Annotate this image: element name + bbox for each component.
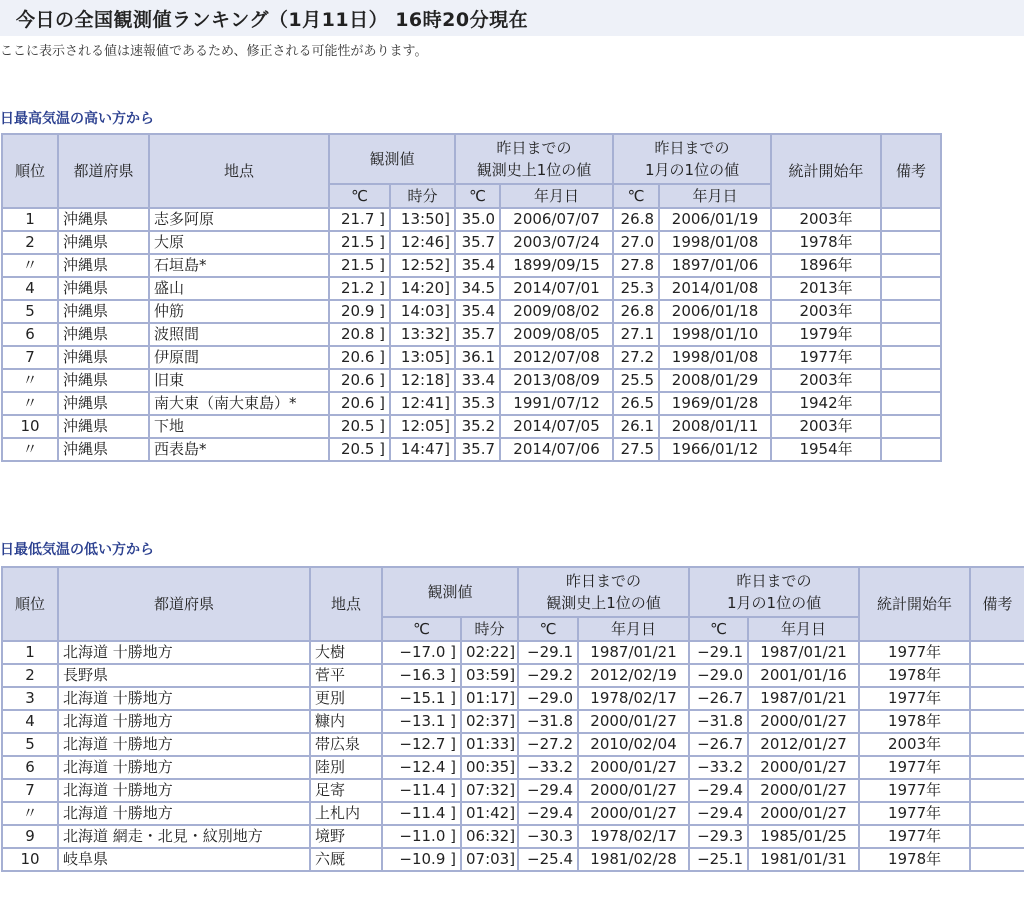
observed-value-cell: −11.4 ] bbox=[382, 779, 461, 802]
header-all-time-line1: 昨日までの bbox=[566, 572, 642, 590]
prefecture-cell: 沖縄県 bbox=[58, 415, 149, 438]
all-time-value-cell: −29.4 bbox=[518, 802, 578, 825]
observed-value-cell: 20.5 ] bbox=[329, 438, 390, 461]
place-cell: 上札内 bbox=[310, 802, 382, 825]
january-value-cell: −29.0 bbox=[689, 664, 748, 687]
low-temp-ranking-table bbox=[1, 566, 1024, 872]
remarks-cell bbox=[970, 710, 1024, 733]
header-all-time-line2: 観測史上1位の値 bbox=[546, 594, 661, 612]
header-all-time-record bbox=[455, 134, 613, 184]
header-observed-value: 観測値 bbox=[329, 134, 455, 184]
start-year-cell: 1977年 bbox=[859, 687, 970, 710]
start-year-cell: 2003年 bbox=[771, 208, 881, 231]
all-time-value-cell: 34.5 bbox=[455, 277, 500, 300]
observed-time-cell: 12:52] bbox=[390, 254, 455, 277]
observed-value-cell: 21.2 ] bbox=[329, 277, 390, 300]
observed-value-cell: −13.1 ] bbox=[382, 710, 461, 733]
rank-cell: 〃 bbox=[2, 369, 58, 392]
prefecture-cell: 沖縄県 bbox=[58, 277, 149, 300]
subheader-date: 年月日 bbox=[659, 184, 771, 208]
observed-value-cell: 21.5 ] bbox=[329, 254, 390, 277]
place-cell: 菅平 bbox=[310, 664, 382, 687]
table-row bbox=[2, 277, 941, 300]
all-time-value-cell: 35.3 bbox=[455, 392, 500, 415]
place-cell: 下地 bbox=[149, 415, 329, 438]
prefecture-cell: 沖縄県 bbox=[58, 208, 149, 231]
all-time-value-cell: 33.4 bbox=[455, 369, 500, 392]
january-value-cell: −29.3 bbox=[689, 825, 748, 848]
remarks-cell bbox=[881, 231, 941, 254]
start-year-cell: 1977年 bbox=[859, 756, 970, 779]
rank-cell: 10 bbox=[2, 415, 58, 438]
rank-cell: 〃 bbox=[2, 254, 58, 277]
observed-value-cell: 20.6 ] bbox=[329, 369, 390, 392]
prefecture-cell: 沖縄県 bbox=[58, 438, 149, 461]
all-time-value-cell: 35.7 bbox=[455, 323, 500, 346]
january-date-cell: 1897/01/06 bbox=[659, 254, 771, 277]
prefecture-cell: 沖縄県 bbox=[58, 323, 149, 346]
january-date-cell: 2006/01/18 bbox=[659, 300, 771, 323]
subheader-time: 時分 bbox=[461, 617, 518, 641]
january-value-cell: −26.7 bbox=[689, 687, 748, 710]
all-time-date-cell: 1899/09/15 bbox=[500, 254, 613, 277]
observed-time-cell: 03:59] bbox=[461, 664, 518, 687]
rank-cell: 〃 bbox=[2, 438, 58, 461]
table-row bbox=[2, 392, 941, 415]
all-time-date-cell: 2012/02/19 bbox=[578, 664, 689, 687]
prefecture-cell: 北海道 網走・北見・紋別地方 bbox=[58, 825, 310, 848]
all-time-value-cell: 35.7 bbox=[455, 438, 500, 461]
observed-time-cell: 13:50] bbox=[390, 208, 455, 231]
remarks-cell bbox=[970, 848, 1024, 871]
subheader-degree: ℃ bbox=[329, 184, 390, 208]
remarks-cell bbox=[970, 802, 1024, 825]
january-date-cell: 1987/01/21 bbox=[748, 641, 859, 664]
rank-cell: 2 bbox=[2, 231, 58, 254]
january-value-cell: 26.5 bbox=[613, 392, 659, 415]
rank-cell: 1 bbox=[2, 208, 58, 231]
rank-cell: 1 bbox=[2, 641, 58, 664]
january-date-cell: 1998/01/10 bbox=[659, 323, 771, 346]
rank-cell: 3 bbox=[2, 687, 58, 710]
prefecture-cell: 沖縄県 bbox=[58, 369, 149, 392]
prefecture-cell: 北海道 十勝地方 bbox=[58, 687, 310, 710]
start-year-cell: 1977年 bbox=[859, 825, 970, 848]
start-year-cell: 2013年 bbox=[771, 277, 881, 300]
prefecture-cell: 北海道 十勝地方 bbox=[58, 779, 310, 802]
start-year-cell: 1942年 bbox=[771, 392, 881, 415]
header-january-record bbox=[613, 134, 771, 184]
all-time-value-cell: −29.2 bbox=[518, 664, 578, 687]
table-row bbox=[2, 415, 941, 438]
rank-cell: 7 bbox=[2, 779, 58, 802]
prefecture-cell: 北海道 十勝地方 bbox=[58, 710, 310, 733]
observed-value-cell: 20.6 ] bbox=[329, 346, 390, 369]
remarks-cell bbox=[881, 300, 941, 323]
all-time-date-cell: 2014/07/05 bbox=[500, 415, 613, 438]
header-start-year: 統計開始年 bbox=[771, 134, 881, 208]
all-time-value-cell: 35.4 bbox=[455, 254, 500, 277]
subheader-date: 年月日 bbox=[500, 184, 613, 208]
observed-time-cell: 14:03] bbox=[390, 300, 455, 323]
observed-time-cell: 12:41] bbox=[390, 392, 455, 415]
all-time-value-cell: −31.8 bbox=[518, 710, 578, 733]
place-cell: 更別 bbox=[310, 687, 382, 710]
observed-value-cell: −12.7 ] bbox=[382, 733, 461, 756]
observed-value-cell: 20.8 ] bbox=[329, 323, 390, 346]
table-row bbox=[2, 323, 941, 346]
observed-time-cell: 01:33] bbox=[461, 733, 518, 756]
all-time-value-cell: −25.4 bbox=[518, 848, 578, 871]
header-remarks: 備考 bbox=[970, 567, 1024, 641]
table-row bbox=[2, 779, 1024, 802]
start-year-cell: 2003年 bbox=[771, 415, 881, 438]
header-all-time-record bbox=[518, 567, 689, 617]
observed-value-cell: −11.0 ] bbox=[382, 825, 461, 848]
observed-time-cell: 14:20] bbox=[390, 277, 455, 300]
place-cell: 境野 bbox=[310, 825, 382, 848]
observed-value-cell: −11.4 ] bbox=[382, 802, 461, 825]
all-time-date-cell: 2009/08/02 bbox=[500, 300, 613, 323]
observed-value-cell: −10.9 ] bbox=[382, 848, 461, 871]
subheader-degree: ℃ bbox=[613, 184, 659, 208]
header-january-line1: 昨日までの bbox=[736, 572, 812, 590]
january-value-cell: 27.2 bbox=[613, 346, 659, 369]
remarks-cell bbox=[881, 254, 941, 277]
table-row bbox=[2, 825, 1024, 848]
header-all-time-line2: 観測史上1位の値 bbox=[476, 161, 592, 179]
observed-value-cell: −17.0 ] bbox=[382, 641, 461, 664]
january-date-cell: 2000/01/27 bbox=[748, 710, 859, 733]
observed-time-cell: 13:32] bbox=[390, 323, 455, 346]
rank-cell: 4 bbox=[2, 710, 58, 733]
january-value-cell: 27.8 bbox=[613, 254, 659, 277]
observed-time-cell: 12:18] bbox=[390, 369, 455, 392]
place-cell: 南大東（南大東島）* bbox=[149, 392, 329, 415]
remarks-cell bbox=[970, 733, 1024, 756]
subheader-degree: ℃ bbox=[455, 184, 500, 208]
observed-time-cell: 14:47] bbox=[390, 438, 455, 461]
all-time-value-cell: −27.2 bbox=[518, 733, 578, 756]
rank-cell: 〃 bbox=[2, 802, 58, 825]
remarks-cell bbox=[881, 208, 941, 231]
table-row bbox=[2, 369, 941, 392]
place-cell: 大原 bbox=[149, 231, 329, 254]
header-january-line1: 昨日までの bbox=[654, 139, 730, 157]
january-value-cell: 25.5 bbox=[613, 369, 659, 392]
all-time-date-cell: 2012/07/08 bbox=[500, 346, 613, 369]
january-value-cell: −33.2 bbox=[689, 756, 748, 779]
january-value-cell: −31.8 bbox=[689, 710, 748, 733]
all-time-date-cell: 2013/08/09 bbox=[500, 369, 613, 392]
all-time-value-cell: −33.2 bbox=[518, 756, 578, 779]
january-date-cell: 2014/01/08 bbox=[659, 277, 771, 300]
prefecture-cell: 沖縄県 bbox=[58, 231, 149, 254]
january-value-cell: −29.4 bbox=[689, 779, 748, 802]
all-time-date-cell: 2006/07/07 bbox=[500, 208, 613, 231]
observed-value-cell: −12.4 ] bbox=[382, 756, 461, 779]
start-year-cell: 1977年 bbox=[859, 779, 970, 802]
remarks-cell bbox=[970, 687, 1024, 710]
all-time-date-cell: 2000/01/27 bbox=[578, 710, 689, 733]
table-row bbox=[2, 208, 941, 231]
remarks-cell bbox=[881, 323, 941, 346]
table-row bbox=[2, 231, 941, 254]
start-year-cell: 1977年 bbox=[771, 346, 881, 369]
observed-time-cell: 02:37] bbox=[461, 710, 518, 733]
start-year-cell: 1896年 bbox=[771, 254, 881, 277]
low-temp-section-title: 日最低気温の低い方から bbox=[0, 542, 154, 558]
subheader-time: 時分 bbox=[390, 184, 455, 208]
remarks-cell bbox=[970, 641, 1024, 664]
all-time-value-cell: 35.7 bbox=[455, 231, 500, 254]
all-time-date-cell: 2003/07/24 bbox=[500, 231, 613, 254]
start-year-cell: 1979年 bbox=[771, 323, 881, 346]
remarks-cell bbox=[881, 438, 941, 461]
prefecture-cell: 北海道 十勝地方 bbox=[58, 802, 310, 825]
january-value-cell: −26.7 bbox=[689, 733, 748, 756]
january-value-cell: 27.0 bbox=[613, 231, 659, 254]
january-value-cell: 27.1 bbox=[613, 323, 659, 346]
header-rank: 順位 bbox=[2, 567, 58, 641]
start-year-cell: 1977年 bbox=[859, 641, 970, 664]
rank-cell: 5 bbox=[2, 300, 58, 323]
start-year-cell: 1954年 bbox=[771, 438, 881, 461]
header-start-year: 統計開始年 bbox=[859, 567, 970, 641]
place-cell: 仲筋 bbox=[149, 300, 329, 323]
place-cell: 六厩 bbox=[310, 848, 382, 871]
january-value-cell: −29.1 bbox=[689, 641, 748, 664]
january-date-cell: 2008/01/29 bbox=[659, 369, 771, 392]
observed-value-cell: 20.6 ] bbox=[329, 392, 390, 415]
header-prefecture: 都道府県 bbox=[58, 567, 310, 641]
rank-cell: 2 bbox=[2, 664, 58, 687]
observed-time-cell: 12:05] bbox=[390, 415, 455, 438]
all-time-date-cell: 2014/07/01 bbox=[500, 277, 613, 300]
place-cell: 志多阿原 bbox=[149, 208, 329, 231]
place-cell: 陸別 bbox=[310, 756, 382, 779]
rank-cell: 〃 bbox=[2, 392, 58, 415]
remarks-cell bbox=[881, 369, 941, 392]
observed-time-cell: 12:46] bbox=[390, 231, 455, 254]
prefecture-cell: 北海道 十勝地方 bbox=[58, 641, 310, 664]
january-date-cell: 1981/01/31 bbox=[748, 848, 859, 871]
high-temp-section-title: 日最高気温の高い方から bbox=[0, 111, 154, 127]
prefecture-cell: 沖縄県 bbox=[58, 254, 149, 277]
observed-value-cell: 20.9 ] bbox=[329, 300, 390, 323]
header-all-time-line1: 昨日までの bbox=[496, 139, 572, 157]
all-time-value-cell: 35.2 bbox=[455, 415, 500, 438]
start-year-cell: 1978年 bbox=[771, 231, 881, 254]
place-cell: 旧東 bbox=[149, 369, 329, 392]
observed-value-cell: 21.7 ] bbox=[329, 208, 390, 231]
observed-time-cell: 07:32] bbox=[461, 779, 518, 802]
all-time-date-cell: 1978/02/17 bbox=[578, 825, 689, 848]
rank-cell: 6 bbox=[2, 323, 58, 346]
all-time-date-cell: 2000/01/27 bbox=[578, 779, 689, 802]
place-cell: 大樹 bbox=[310, 641, 382, 664]
observed-value-cell: 21.5 ] bbox=[329, 231, 390, 254]
january-value-cell: −25.1 bbox=[689, 848, 748, 871]
rank-cell: 4 bbox=[2, 277, 58, 300]
table-row bbox=[2, 687, 1024, 710]
rank-cell: 6 bbox=[2, 756, 58, 779]
start-year-cell: 1977年 bbox=[859, 802, 970, 825]
all-time-value-cell: 36.1 bbox=[455, 346, 500, 369]
all-time-value-cell: −29.4 bbox=[518, 779, 578, 802]
prefecture-cell: 北海道 十勝地方 bbox=[58, 733, 310, 756]
all-time-date-cell: 2010/02/04 bbox=[578, 733, 689, 756]
table-row bbox=[2, 254, 941, 277]
january-date-cell: 2000/01/27 bbox=[748, 802, 859, 825]
disclaimer-notice: ここに表示される値は速報値であるため、修正される可能性があります。 bbox=[0, 44, 428, 59]
rank-cell: 5 bbox=[2, 733, 58, 756]
table-row bbox=[2, 710, 1024, 733]
all-time-date-cell: 1978/02/17 bbox=[578, 687, 689, 710]
start-year-cell: 1978年 bbox=[859, 848, 970, 871]
place-cell: 糠内 bbox=[310, 710, 382, 733]
header-remarks: 備考 bbox=[881, 134, 941, 208]
prefecture-cell: 長野県 bbox=[58, 664, 310, 687]
remarks-cell bbox=[970, 756, 1024, 779]
subheader-date: 年月日 bbox=[748, 617, 859, 641]
january-date-cell: 2000/01/27 bbox=[748, 756, 859, 779]
start-year-cell: 2003年 bbox=[771, 369, 881, 392]
all-time-date-cell: 2000/01/27 bbox=[578, 802, 689, 825]
place-cell: 伊原間 bbox=[149, 346, 329, 369]
remarks-cell bbox=[970, 825, 1024, 848]
all-time-value-cell: −29.0 bbox=[518, 687, 578, 710]
january-date-cell: 2006/01/19 bbox=[659, 208, 771, 231]
prefecture-cell: 岐阜県 bbox=[58, 848, 310, 871]
header-january-line2: 1月の1位の値 bbox=[644, 161, 740, 179]
start-year-cell: 2003年 bbox=[859, 733, 970, 756]
subheader-date: 年月日 bbox=[578, 617, 689, 641]
observed-time-cell: 01:17] bbox=[461, 687, 518, 710]
all-time-date-cell: 1987/01/21 bbox=[578, 641, 689, 664]
january-date-cell: 2008/01/11 bbox=[659, 415, 771, 438]
table-row bbox=[2, 756, 1024, 779]
table-row bbox=[2, 346, 941, 369]
observed-value-cell: −16.3 ] bbox=[382, 664, 461, 687]
january-value-cell: 26.8 bbox=[613, 300, 659, 323]
all-time-value-cell: 35.0 bbox=[455, 208, 500, 231]
header-place: 地点 bbox=[310, 567, 382, 641]
table-row bbox=[2, 438, 941, 461]
rank-cell: 10 bbox=[2, 848, 58, 871]
observed-time-cell: 07:03] bbox=[461, 848, 518, 871]
all-time-date-cell: 2014/07/06 bbox=[500, 438, 613, 461]
header-observed-value: 観測値 bbox=[382, 567, 518, 617]
january-value-cell: 27.5 bbox=[613, 438, 659, 461]
observed-time-cell: 06:32] bbox=[461, 825, 518, 848]
header-january-line2: 1月の1位の値 bbox=[726, 594, 822, 612]
january-value-cell: −29.4 bbox=[689, 802, 748, 825]
observed-time-cell: 00:35] bbox=[461, 756, 518, 779]
january-date-cell: 1998/01/08 bbox=[659, 231, 771, 254]
header-rank: 順位 bbox=[2, 134, 58, 208]
place-cell: 盛山 bbox=[149, 277, 329, 300]
january-date-cell: 2012/01/27 bbox=[748, 733, 859, 756]
january-value-cell: 26.8 bbox=[613, 208, 659, 231]
table-row bbox=[2, 664, 1024, 687]
high-temp-ranking-table bbox=[1, 133, 942, 462]
table-row bbox=[2, 733, 1024, 756]
page-title: 今日の全国観測値ランキング（1月11日） 16時20分現在 bbox=[16, 9, 529, 31]
remarks-cell bbox=[970, 779, 1024, 802]
remarks-cell bbox=[970, 664, 1024, 687]
observed-time-cell: 13:05] bbox=[390, 346, 455, 369]
header-prefecture: 都道府県 bbox=[58, 134, 149, 208]
prefecture-cell: 沖縄県 bbox=[58, 300, 149, 323]
remarks-cell bbox=[881, 392, 941, 415]
place-cell: 帯広泉 bbox=[310, 733, 382, 756]
rank-cell: 7 bbox=[2, 346, 58, 369]
subheader-degree: ℃ bbox=[689, 617, 748, 641]
place-cell: 波照間 bbox=[149, 323, 329, 346]
start-year-cell: 1978年 bbox=[859, 664, 970, 687]
all-time-value-cell: −30.3 bbox=[518, 825, 578, 848]
start-year-cell: 2003年 bbox=[771, 300, 881, 323]
subheader-degree: ℃ bbox=[382, 617, 461, 641]
all-time-date-cell: 1991/07/12 bbox=[500, 392, 613, 415]
all-time-value-cell: 35.4 bbox=[455, 300, 500, 323]
remarks-cell bbox=[881, 277, 941, 300]
start-year-cell: 1978年 bbox=[859, 710, 970, 733]
table-row bbox=[2, 802, 1024, 825]
january-date-cell: 1998/01/08 bbox=[659, 346, 771, 369]
header-place: 地点 bbox=[149, 134, 329, 208]
january-date-cell: 1985/01/25 bbox=[748, 825, 859, 848]
all-time-date-cell: 2000/01/27 bbox=[578, 756, 689, 779]
prefecture-cell: 沖縄県 bbox=[58, 392, 149, 415]
remarks-cell bbox=[881, 346, 941, 369]
all-time-value-cell: −29.1 bbox=[518, 641, 578, 664]
place-cell: 西表島* bbox=[149, 438, 329, 461]
table-row bbox=[2, 848, 1024, 871]
rank-cell: 9 bbox=[2, 825, 58, 848]
january-date-cell: 2000/01/27 bbox=[748, 779, 859, 802]
all-time-date-cell: 1981/02/28 bbox=[578, 848, 689, 871]
january-date-cell: 1969/01/28 bbox=[659, 392, 771, 415]
table-row bbox=[2, 300, 941, 323]
january-date-cell: 1966/01/12 bbox=[659, 438, 771, 461]
observed-value-cell: −15.1 ] bbox=[382, 687, 461, 710]
remarks-cell bbox=[881, 415, 941, 438]
january-value-cell: 25.3 bbox=[613, 277, 659, 300]
table-row bbox=[2, 641, 1024, 664]
january-value-cell: 26.1 bbox=[613, 415, 659, 438]
header-january-record bbox=[689, 567, 859, 617]
observed-time-cell: 02:22] bbox=[461, 641, 518, 664]
observed-value-cell: 20.5 ] bbox=[329, 415, 390, 438]
subheader-degree: ℃ bbox=[518, 617, 578, 641]
prefecture-cell: 北海道 十勝地方 bbox=[58, 756, 310, 779]
prefecture-cell: 沖縄県 bbox=[58, 346, 149, 369]
observed-time-cell: 01:42] bbox=[461, 802, 518, 825]
place-cell: 石垣島* bbox=[149, 254, 329, 277]
january-date-cell: 2001/01/16 bbox=[748, 664, 859, 687]
all-time-date-cell: 2009/08/05 bbox=[500, 323, 613, 346]
january-date-cell: 1987/01/21 bbox=[748, 687, 859, 710]
place-cell: 足寄 bbox=[310, 779, 382, 802]
